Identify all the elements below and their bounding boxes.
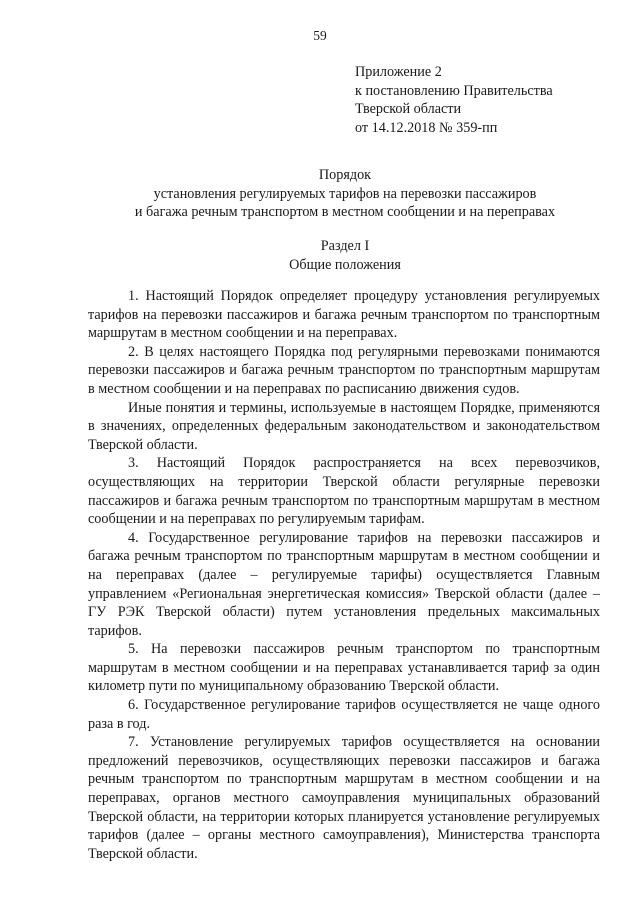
section-number: Раздел I [320,238,370,254]
paragraph: 1. Настоящий Порядок определяет процедуру установления регулируемых тарифов на перевозки пассажиров и багажа речным транспортом по транспортным маршрутам в местном сообщении и на переправах. [88,288,600,342]
appendix-line: к постановлению Правительства [355,82,553,99]
paragraph: 4. Государственное регулирование тарифов на перевозки пассажиров и багажа речным транспортом по транспортным маршрутам в местном сообщении и на переправах (далее – регулируемые тарифы) осуществляется Главным управлением «Региональная энергетическая комиссия» Тверской области (далее – ГУ РЭК Тверской области) путем установления предельных максимальных тарифов. [88,529,600,639]
section-name: Общие положения [289,256,401,273]
page-number: 59 [313,28,327,43]
appendix-line: от 14.12.2018 № 359-пп [355,119,498,136]
appendix-header [355,63,553,137]
paragraph: 2. В целях настоящего Порядка под регулярными перевозками понимаются перевозки пассажиров и багажа речным транспортом по транспортным маршрутам в местном сообщении и на переправах по расписанию движения судов. [88,343,600,397]
title-line: Порядок [318,167,372,183]
title-line: и багажа речным транспортом в местном сообщении и на переправах [134,204,556,221]
paragraph: Иные понятия и термины, используемые в настоящем Порядке, применяются в значениях, определенных федеральным законодательством и законодательством Тверской области. [88,399,600,453]
paragraph: 3. Настоящий Порядок распространяется на всех перевозчиков, осуществляющих на территории Тверской области регулярные перевозки пассажиров и багажа речным транспортом по транспортным маршрутам в местном сообщении и на переправах по регулируемым тарифам. [88,455,600,528]
paragraph: 6. Государственное регулирование тарифов осуществляется не чаще одного раза в год. [88,697,600,732]
section-heading [80,237,610,274]
paragraph: 7. Установление регулируемых тарифов осуществляется на основании предложений перевозчиков, осуществляющих перевозки пассажиров и багажа речным транспортом по транспортным маршрутам в местном сообщении и на переправах, органов местного самоуправления муниципальных образований Тверской области, на территории которых планируется установление регулируемых тарифов (далее – органы местного самоуправления), Министерства транспорта Тверской области. [88,734,600,862]
document-body [88,287,600,863]
appendix-line: Тверской области [355,101,462,118]
paragraph: 5. На перевозки пассажиров речным транспортом по транспортным маршрутам в местном сообщении и на переправах устанавливается тариф за один километр пути по муниципальному образованию Тверской области. [88,641,600,695]
appendix-line: Приложение 2 [355,64,442,80]
document-title [80,166,610,222]
title-line: установления регулируемых тарифов на перевозки пассажиров [153,185,537,202]
